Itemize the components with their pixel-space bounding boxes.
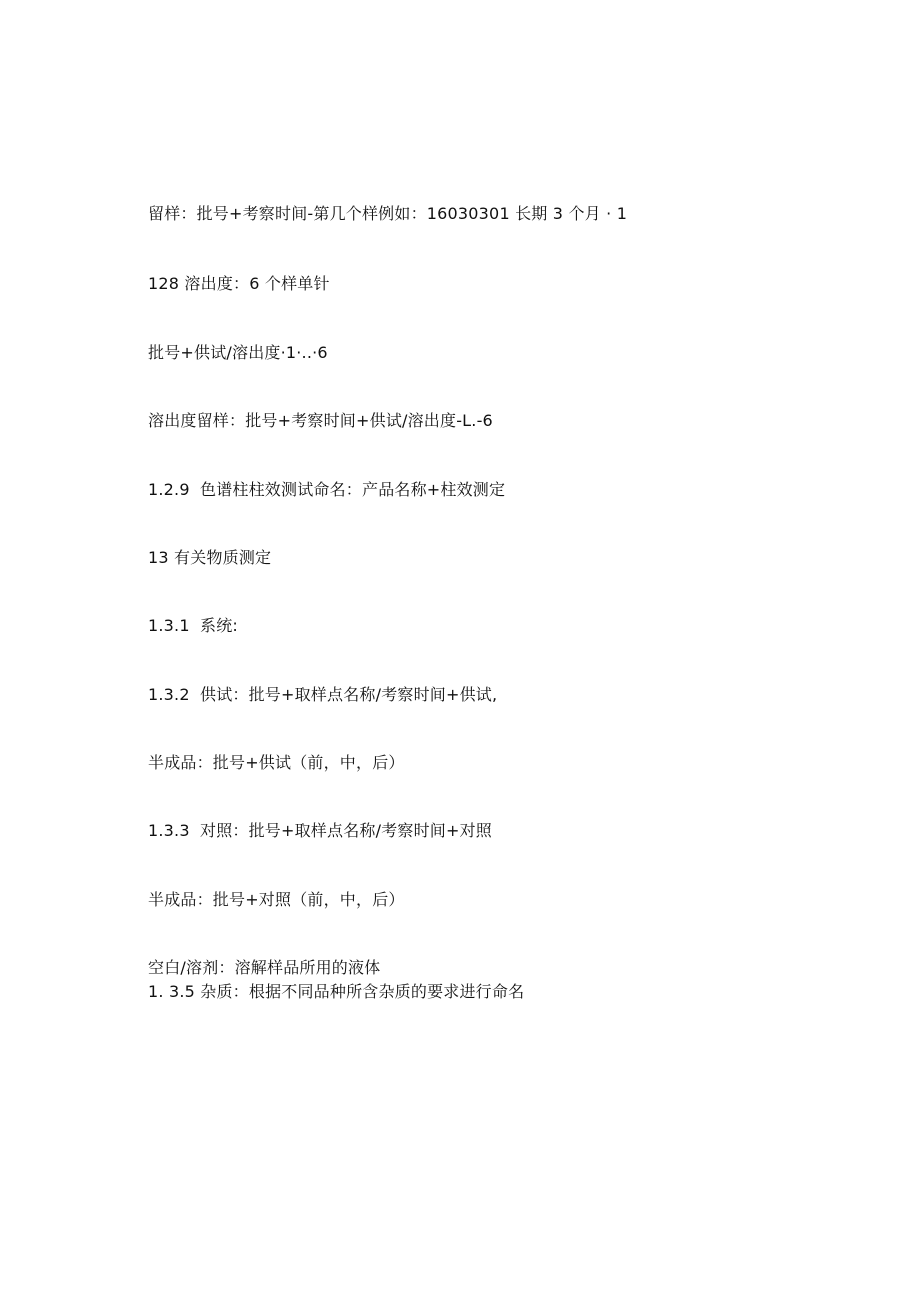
line-text: 留样：批号+考察时间-第几个样例如：16030301 长期 3 个月 · 1 [148, 204, 628, 223]
related-substances-heading [148, 548, 271, 568]
dissolution-heading-line [148, 274, 330, 294]
line-text: 1. 3.5 杂质：根据不同品种所含杂质的要求进行命名 [148, 982, 525, 1001]
line-text: 色谱柱柱效测试命名：产品名称+柱效测定 [200, 480, 506, 499]
line-text: 对照：批号+取样点名称/考察时间+对照 [200, 821, 493, 840]
dissolution-retention-naming-line [148, 411, 493, 431]
line-text: 批号+供试/溶出度·1·..·6 [148, 343, 328, 362]
impurity-naming-line [148, 982, 524, 1002]
semi-product-reference-naming-line [148, 890, 405, 910]
blank-solvent-line [148, 958, 380, 978]
line-text: 128 溶出度：6 个样单针 [148, 274, 330, 293]
section-number: 1.3.2 [148, 685, 190, 704]
line-text: 13 有关物质测定 [148, 548, 272, 567]
test-sample-naming-line [148, 685, 497, 705]
section-number: 1.3.3 [148, 821, 190, 840]
retention-sample-naming-line [148, 204, 627, 224]
section-number: 1.3.1 [148, 616, 190, 635]
dissolution-test-naming-line [148, 343, 328, 363]
line-text: 系统: [200, 616, 238, 635]
system-naming-line [148, 616, 238, 636]
semi-product-test-naming-line [148, 753, 405, 773]
section-number: 1.2.9 [148, 480, 190, 499]
column-efficiency-naming-line [148, 480, 505, 500]
line-text: 半成品：批号+供试（前，中，后） [148, 753, 405, 772]
line-text: 空白/溶剂：溶解样品所用的液体 [148, 958, 381, 977]
line-text: 供试：批号+取样点名称/考察时间+供试, [200, 685, 498, 704]
line-text: 半成品：批号+对照（前，中，后） [148, 890, 405, 909]
reference-naming-line [148, 821, 492, 841]
line-text: 溶出度留样：批号+考察时间+供试/溶出度-L.-6 [148, 411, 493, 430]
